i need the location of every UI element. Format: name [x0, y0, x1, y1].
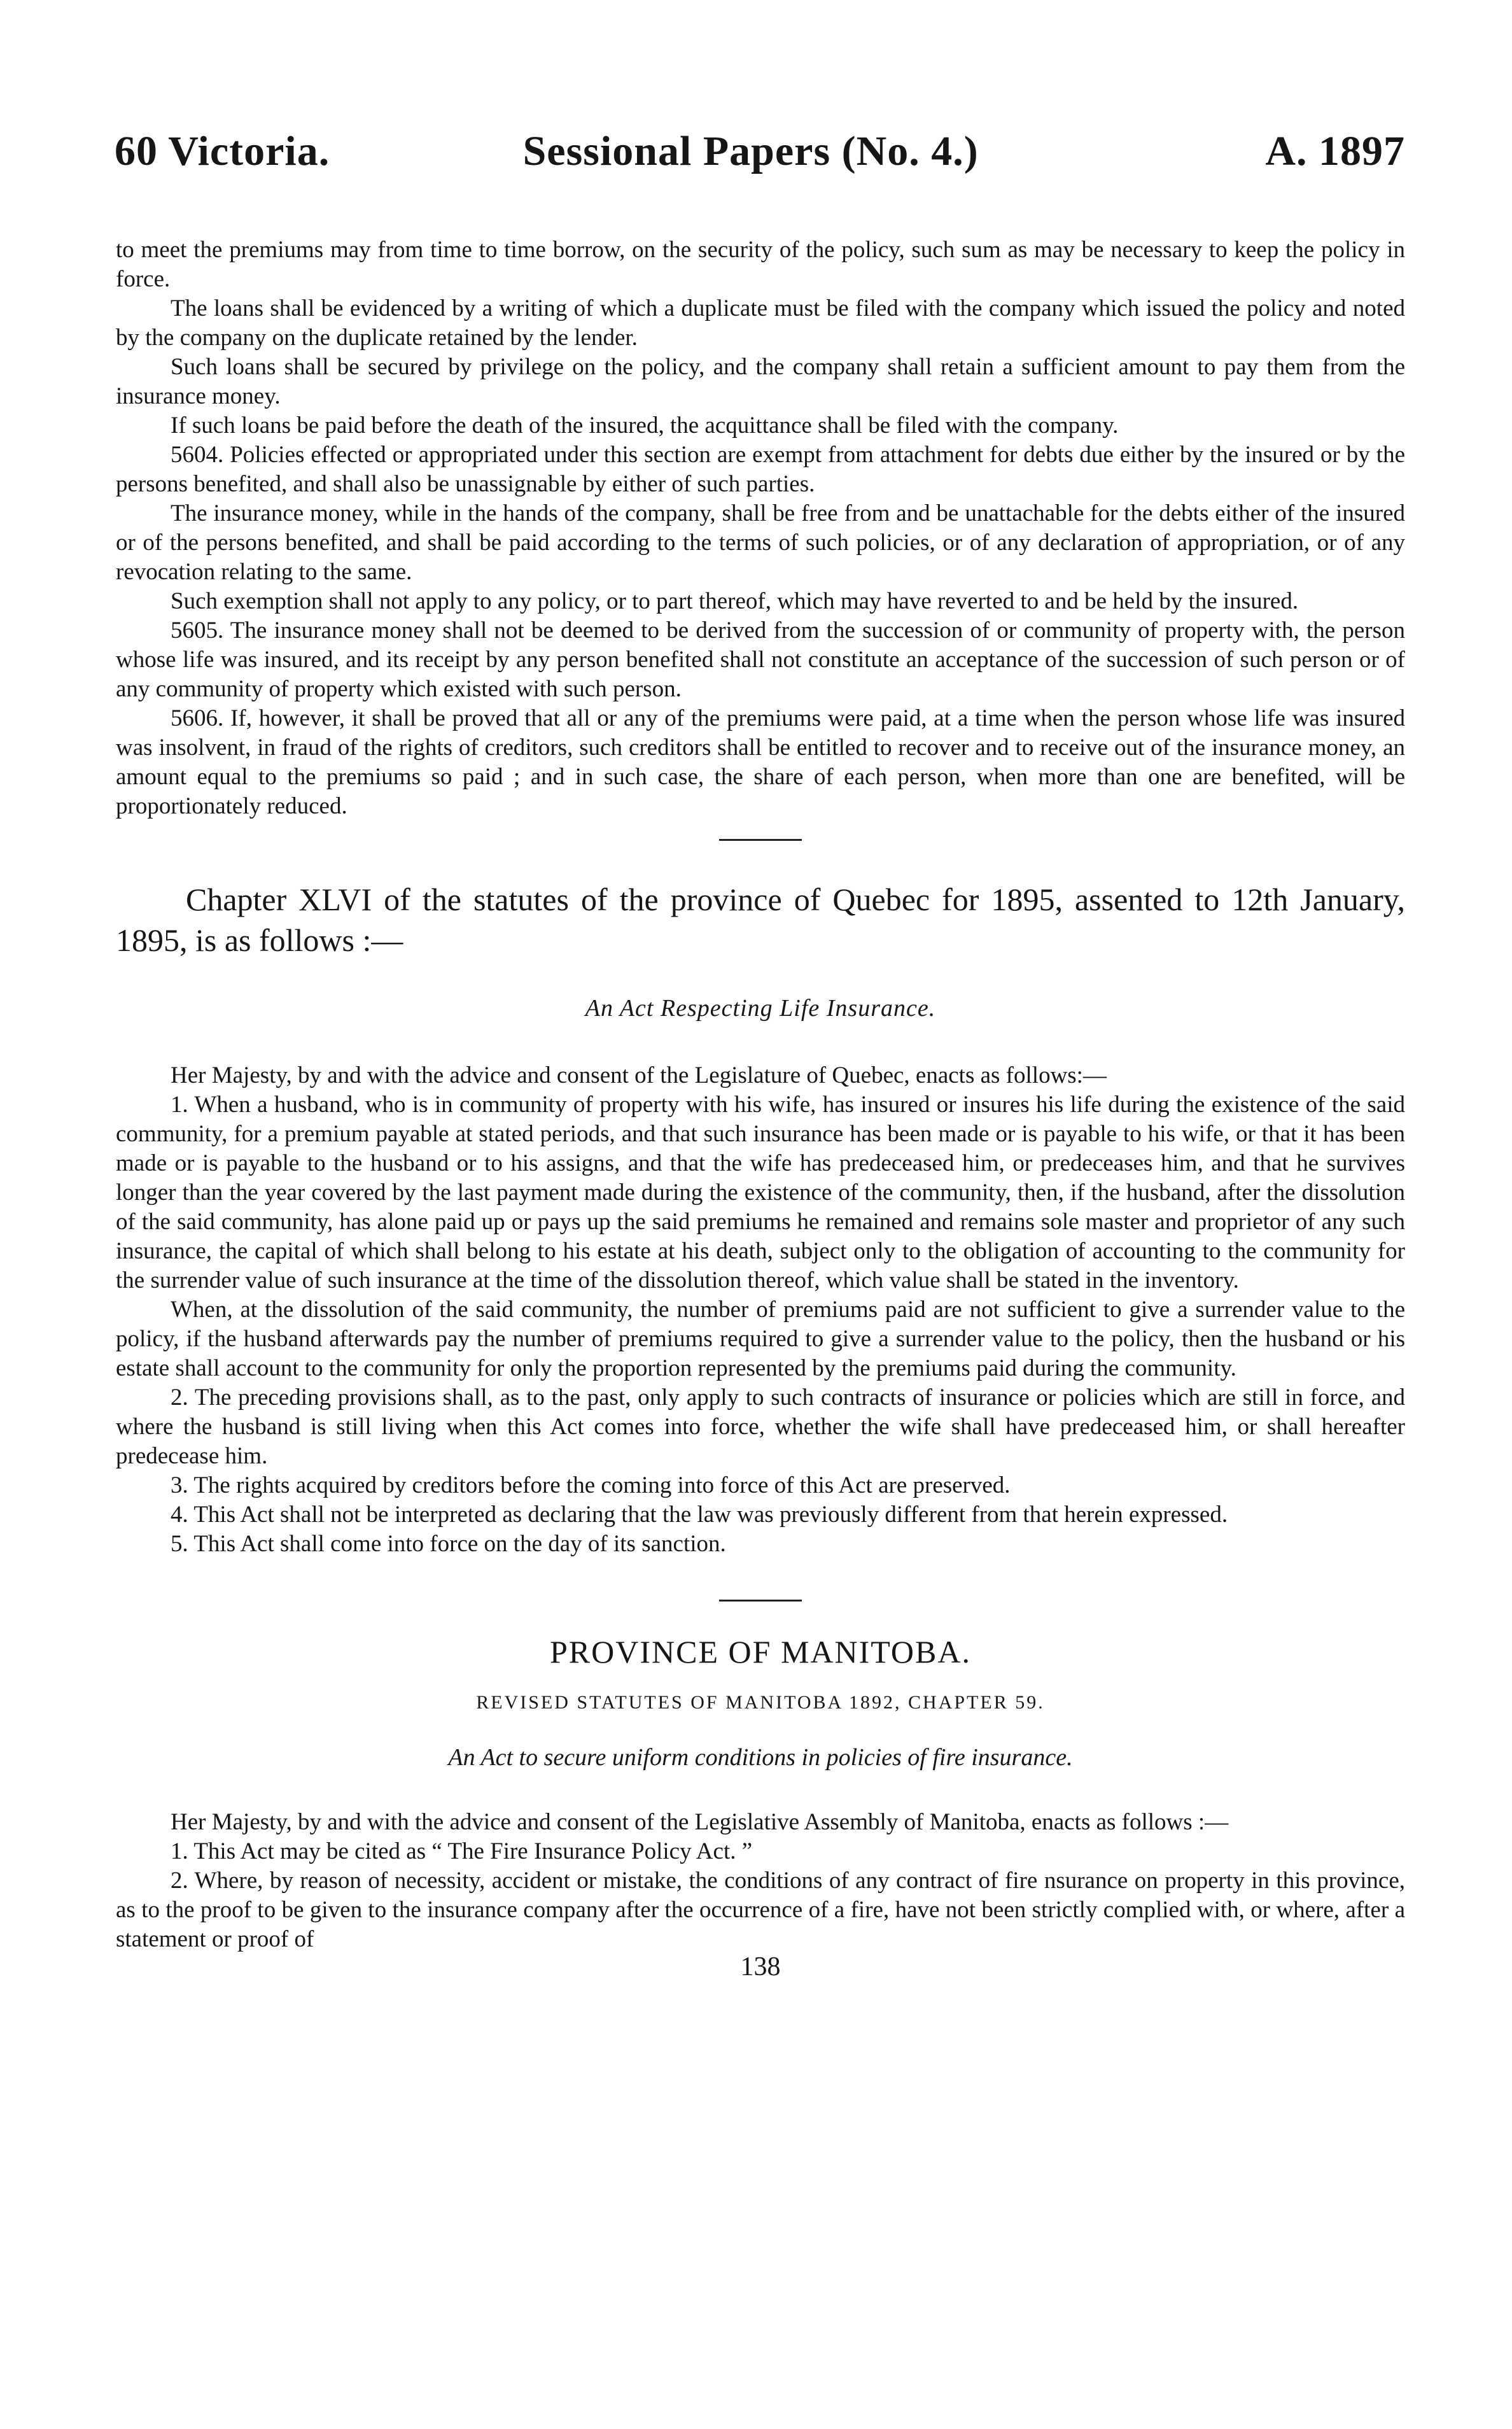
paragraph: Her Majesty, by and with the advice and consent of the Legislature of Quebec, enacts as follows:—	[171, 1062, 1107, 1088]
act-title-manitoba: An Act to secure uniform conditions in policies of fire insurance.	[448, 1744, 1073, 1771]
province-heading: PROVINCE OF MANITOBA.	[550, 1634, 971, 1670]
paragraph: 5. This Act shall come into force on the day of its sanction.	[171, 1531, 726, 1557]
paragraph: The loans shall be evidenced by a writing of which a duplicate must be filed with the company which issued the policy and noted by the company on the duplicate retained by the lender.	[116, 295, 1405, 351]
paragraph: 2. The preceding provisions shall, as to the past, only apply to such contracts of insurance or policies which are still in force, and where the husband is still living when this Act comes into force, whether the wife shall have predeceased him, or shall hereafter predecease him.	[116, 1384, 1405, 1469]
header-year: A. 1897	[1265, 128, 1405, 174]
paragraph: 2. Where, by reason of necessity, accident or mistake, the conditions of any contract of fire nsurance on property in this province, as to the proof to be given to the insurance company after the occurrence of a fire, have not been strictly complied with, or where, after a statement or proof of	[116, 1868, 1405, 1952]
paragraph: 3. The rights acquired by creditors before the coming into force of this Act are preserved.	[171, 1472, 1011, 1498]
paragraph: 5606. If, however, it shall be proved that all or any of the premiums were paid, at a time when the person whose life was insured was insolvent, in fraud of the rights of creditors, such creditors shall be entitled to recover and to receive out of the insurance money, an amount equal to the premiums so paid ; and in such case, the share of each person, when more than one are benefited, will be proportionately reduced.	[116, 705, 1405, 819]
chapter-intro: Chapter XLVI of the statutes of the province of Quebec for 1895, assented to 12th January, 1895, is as follows :—	[116, 882, 1405, 958]
paragraph: The insurance money, while in the hands of the company, shall be free from and be unattachable for the debts either of the insured or of the persons benefited, and shall be paid according to the terms of such policies, or of any declaration of appropriation, or of any revocation relating to the same.	[116, 500, 1405, 585]
paragraph: 1. This Act may be cited as “ The Fire Insurance Policy Act. ”	[171, 1838, 753, 1864]
paragraph: Such exemption shall not apply to any policy, or to part thereof, which may have reverted to and be held by the insured.	[171, 588, 1299, 614]
section-divider	[719, 1600, 802, 1602]
paragraph: 5605. The insurance money shall not be deemed to be derived from the succession of or community of property with, the person whose life was insured, and its receipt by any person benefited shall not constitute an acceptance of the succession of such person or of any community of property which existed with such person.	[116, 617, 1405, 702]
paragraph: When, at the dissolution of the said community, the number of premiums paid are not sufficient to give a surrender value to the policy, if the husband afterwards pay the number of premiums required to give a surrender value to the policy, then the husband or his estate shall account to the community for only the proportion represented by the premiums paid during the community.	[116, 1297, 1405, 1381]
paragraph: Her Majesty, by and with the advice and consent of the Legislative Assembly of Manitoba, enacts as follows :—	[171, 1809, 1229, 1835]
running-header	[115, 127, 1405, 185]
paragraph: 1. When a husband, who is in community of property with his wife, has insured or insures his life during the existence of the said community, for a premium payable at stated periods, and that such insurance has been made or is payable to his wife, or that it has been made or is payable to the husband or to his assigns, and that the wife has predeceased him, or predeceases him, and that he survives longer than the year covered by the last payment made during the existence of the community, then, if the husband, after the dissolution of the said community, has alone paid up or pays up the said premiums he remained and remains sole master and proprietor of any such insurance, the capital of which shall belong to his estate at his death, subject only to the obligation of accounting to the community for the surrender value of such insurance at the time of the dissolution thereof, which value shall be stated in the inventory.	[116, 1092, 1405, 1293]
paragraph: If such loans be paid before the death of the insured, the acquittance shall be filed with the company.	[171, 412, 1119, 439]
header-title: Sessional Papers (No. 4.)	[522, 128, 979, 174]
act-title-quebec: An Act Respecting Life Insurance.	[585, 995, 936, 1022]
section-divider	[719, 839, 802, 841]
paragraph: Such loans shall be secured by privilege on the policy, and the company shall retain a sufficient amount to pay them from the insurance money.	[116, 354, 1405, 409]
paragraph: to meet the premiums may from time to time borrow, on the security of the policy, such sum as may be necessary to keep the policy in force.	[116, 237, 1405, 292]
document-body	[116, 236, 1405, 1980]
paragraph: 4. This Act shall not be interpreted as declaring that the law was previously different from that herein expressed.	[171, 1502, 1228, 1528]
header-volume: 60 Victoria.	[115, 128, 330, 174]
page-number: 138	[740, 1952, 781, 1982]
statutes-reference: REVISED STATUTES OF MANITOBA 1892, CHAPTER 59.	[476, 1692, 1045, 1713]
paragraph: 5604. Policies effected or appropriated under this section are exempt from attachment for debts due either by the insured or by the persons benefited, and shall also be unassignable by either of such parties.	[116, 442, 1405, 497]
